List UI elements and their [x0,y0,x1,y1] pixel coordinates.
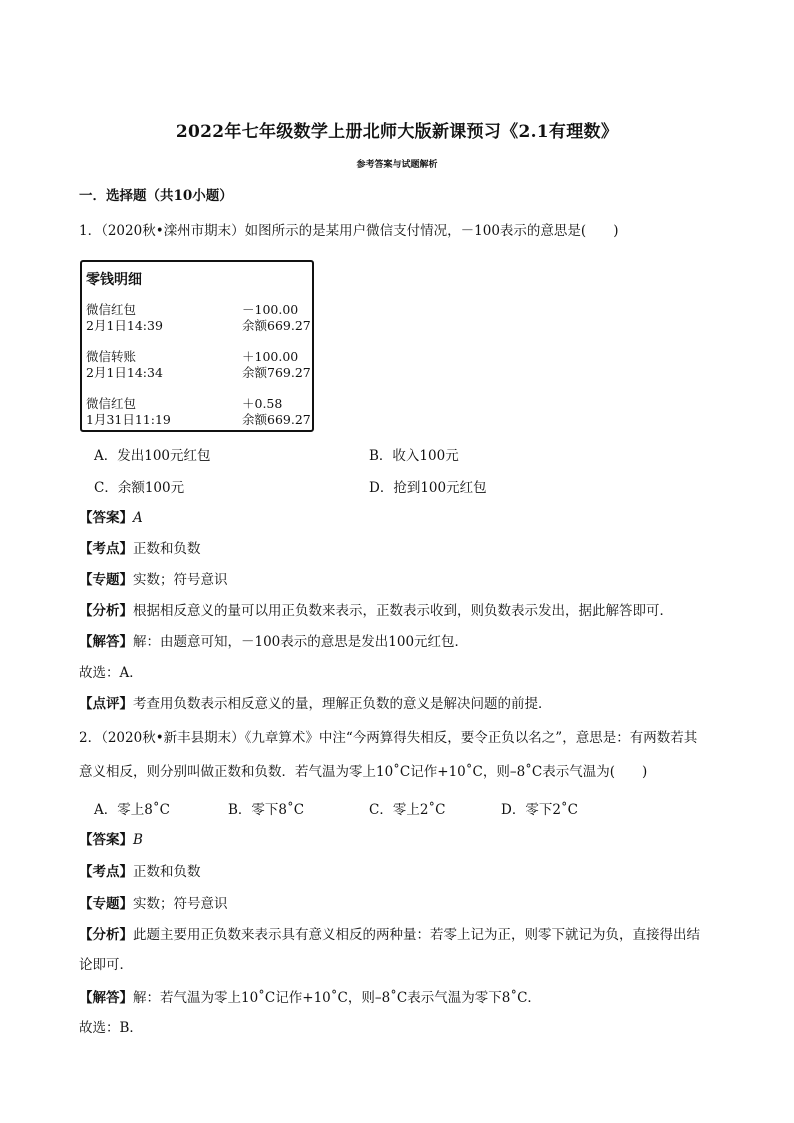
wallet-row-3-time: 1月31日11:19 [86,412,171,427]
q2-topic [79,894,228,914]
q2-answer-value: B [133,832,143,848]
wallet-row-1-balance: 余额669.27 [242,318,311,333]
q2-analysis-line-2: 论即可． [79,957,133,973]
q1-answer-tag: 【答案】 [79,510,133,526]
q1-choose: 故选：A． [79,665,143,681]
q1-analysis-text: 根据相反意义的量可以用正负数来表示，正数表示收到，则负数表示发出，据此解答即可． [133,603,673,619]
wallet-figure [80,260,314,432]
wallet-row-3-amount: ＋0.58 [242,396,283,411]
q1-analysis [79,601,673,621]
question-2-stem-line-1: 2．（2020秋•新丰县期末）《九章算术》中注“今两算得失相反，要令正负以名之”，意思是：有两数若其 [79,730,698,746]
q2-answer-tag: 【答案】 [79,832,133,848]
q2-option-d: D．零下2˚C [501,802,578,818]
wallet-row-2-amount: ＋100.00 [242,349,299,364]
q1-option-a: A．发出100元红包 [94,448,211,464]
wallet-row-2-balance: 余额769.27 [242,365,311,380]
q1-topic [79,570,228,590]
q2-solution-tag: 【解答】 [79,990,133,1006]
q1-answer-value: A [133,510,143,526]
q2-option-a: A．零上8˚C [94,802,170,818]
q2-analysis-tag: 【分析】 [79,927,133,943]
wallet-row-2-name: 微信转账 [86,349,137,364]
q1-option-b: B．收入100元 [369,448,459,464]
q1-point [79,539,201,559]
wallet-heading: 零钱明细 [86,272,142,288]
q2-point-text: 正数和负数 [133,864,201,880]
q1-topic-tag: 【专题】 [79,572,133,588]
q2-solution [79,988,541,1008]
q1-option-d: D．抢到100元红包 [369,480,487,496]
q1-analysis-tag: 【分析】 [79,603,133,619]
wallet-row-2-time: 2月1日14:34 [86,365,163,380]
page-subtitle: 参考答案与试题解析 [356,160,438,170]
page-title: 2022年七年级数学上册北师大版新课预习《2.1有理数》 [175,122,619,142]
q1-comment-tag: 【点评】 [79,696,133,712]
q2-analysis [79,925,700,945]
q1-point-text: 正数和负数 [133,541,201,557]
q1-solution-text: 解：由题意可知，－100表示的意思是发出100元红包． [133,634,469,650]
q2-choose: 故选：B． [79,1020,143,1036]
q2-point [79,862,201,882]
section-heading: 一．选择题（共10小题） [79,188,233,204]
q1-comment [79,694,552,714]
q1-topic-text: 实数；符号意识 [133,572,228,588]
q1-point-tag: 【考点】 [79,541,133,557]
q2-analysis-text: 此题主要用正负数来表示具有意义相反的两种量：若零上记为正，则零下就记为负，直接得出结 [133,927,700,943]
wallet-row-1-amount: －100.00 [242,302,299,317]
q1-solution-tag: 【解答】 [79,634,133,650]
wallet-row-1-name: 微信红包 [86,302,137,317]
q2-topic-text: 实数；符号意识 [133,896,228,912]
wallet-row-3-name: 微信红包 [86,396,137,411]
question-1-stem: 1．（2020秋•滦州市期末）如图所示的是某用户微信支付情况，－100表示的意思是( ) [79,223,619,239]
wallet-row-1-time: 2月1日14:39 [86,318,163,333]
q2-solution-text: 解：若气温为零上10˚C记作+10˚C，则–8˚C表示气温为零下8˚C． [133,990,541,1006]
q2-point-tag: 【考点】 [79,864,133,880]
q2-topic-tag: 【专题】 [79,896,133,912]
q1-option-c: C．余额100元 [94,480,185,496]
q2-answer [79,830,143,850]
q1-comment-text: 考查用负数表示相反意义的量，理解正负数的意义是解决问题的前提． [133,696,552,712]
question-2-stem-line-2: 意义相反，则分别叫做正数和负数．若气温为零上10˚C记作+10˚C，则–8˚C表示气温为( ) [79,764,648,780]
q2-option-c: C．零上2˚C [369,802,446,818]
wallet-row-3-balance: 余额669.27 [242,412,311,427]
q1-solution [79,632,468,652]
q1-answer [79,508,143,528]
q2-option-b: B．零下8˚C [228,802,305,818]
